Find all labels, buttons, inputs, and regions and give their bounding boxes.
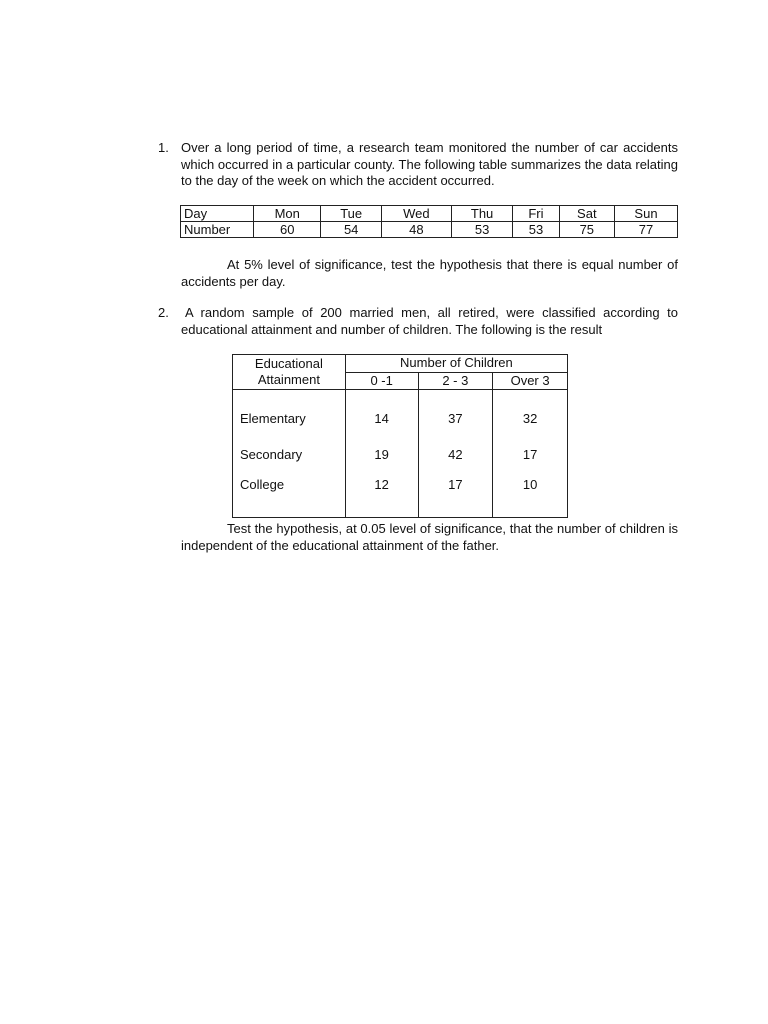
day-cell: Mon xyxy=(254,206,321,222)
column-header: 2 - 3 xyxy=(418,372,493,390)
header-line-1: Educational xyxy=(254,356,323,371)
number-cell: 54 xyxy=(321,222,381,238)
table-cell: 37 xyxy=(418,390,493,439)
day-cell: Sun xyxy=(615,206,678,222)
table-cell: 19 xyxy=(345,438,418,471)
table-row xyxy=(233,390,568,439)
question-1-instruction: At 5% level of significance, test the hypothesis that there is equal number of accidents per day. xyxy=(181,257,678,289)
table-row xyxy=(181,222,678,238)
number-of-children-header: Number of Children xyxy=(345,355,567,373)
question-2-instruction: Test the hypothesis, at 0.05 level of significance, that the number of children is independent of the educational attainment of the father. xyxy=(181,521,678,553)
table-cell: 12 xyxy=(345,471,418,518)
question-2-text: A random sample of 200 married men, all retired, were classified according to educational attainment and number of children. The following is the result xyxy=(181,305,678,337)
table-cell: 42 xyxy=(418,438,493,471)
day-cell: Fri xyxy=(513,206,559,222)
day-cell: Wed xyxy=(381,206,451,222)
table-cell: 17 xyxy=(418,471,493,518)
accidents-table xyxy=(180,205,678,238)
row-label-day: Day xyxy=(181,206,254,222)
table-row xyxy=(181,206,678,222)
table-cell: 14 xyxy=(345,390,418,439)
table-header-row xyxy=(233,355,568,373)
table-cell: 32 xyxy=(493,390,568,439)
header-line-2: Attainment xyxy=(257,372,320,387)
day-cell: Thu xyxy=(451,206,512,222)
number-cell: 53 xyxy=(451,222,512,238)
question-1-text: Over a long period of time, a research team monitored the number of car accidents which occurred in a particular county. The following table summarizes the data relating to the day of the week on which the accident occurred. xyxy=(181,140,678,188)
table-row xyxy=(233,471,568,518)
educational-attainment-header xyxy=(233,355,346,390)
number-cell: 60 xyxy=(254,222,321,238)
day-cell: Tue xyxy=(321,206,381,222)
question-1-number: 1. xyxy=(158,140,169,155)
number-cell: 77 xyxy=(615,222,678,238)
day-cell: Sat xyxy=(559,206,614,222)
question-2-number: 2. xyxy=(158,305,169,320)
table-row xyxy=(233,438,568,471)
column-header: Over 3 xyxy=(493,372,568,390)
number-cell: 53 xyxy=(513,222,559,238)
column-header: 0 -1 xyxy=(345,372,418,390)
table-cell: 17 xyxy=(493,438,568,471)
education-table xyxy=(232,354,568,518)
table-cell: 10 xyxy=(493,471,568,518)
question-2-instruction-block xyxy=(158,521,678,554)
row-label: Secondary xyxy=(233,438,346,471)
question-1 xyxy=(158,140,678,190)
question-1-instruction-block xyxy=(158,257,678,290)
row-label: College xyxy=(233,471,346,518)
question-2 xyxy=(158,305,678,338)
number-cell: 75 xyxy=(559,222,614,238)
number-cell: 48 xyxy=(381,222,451,238)
row-label: Elementary xyxy=(233,390,346,439)
row-label-number: Number xyxy=(181,222,254,238)
